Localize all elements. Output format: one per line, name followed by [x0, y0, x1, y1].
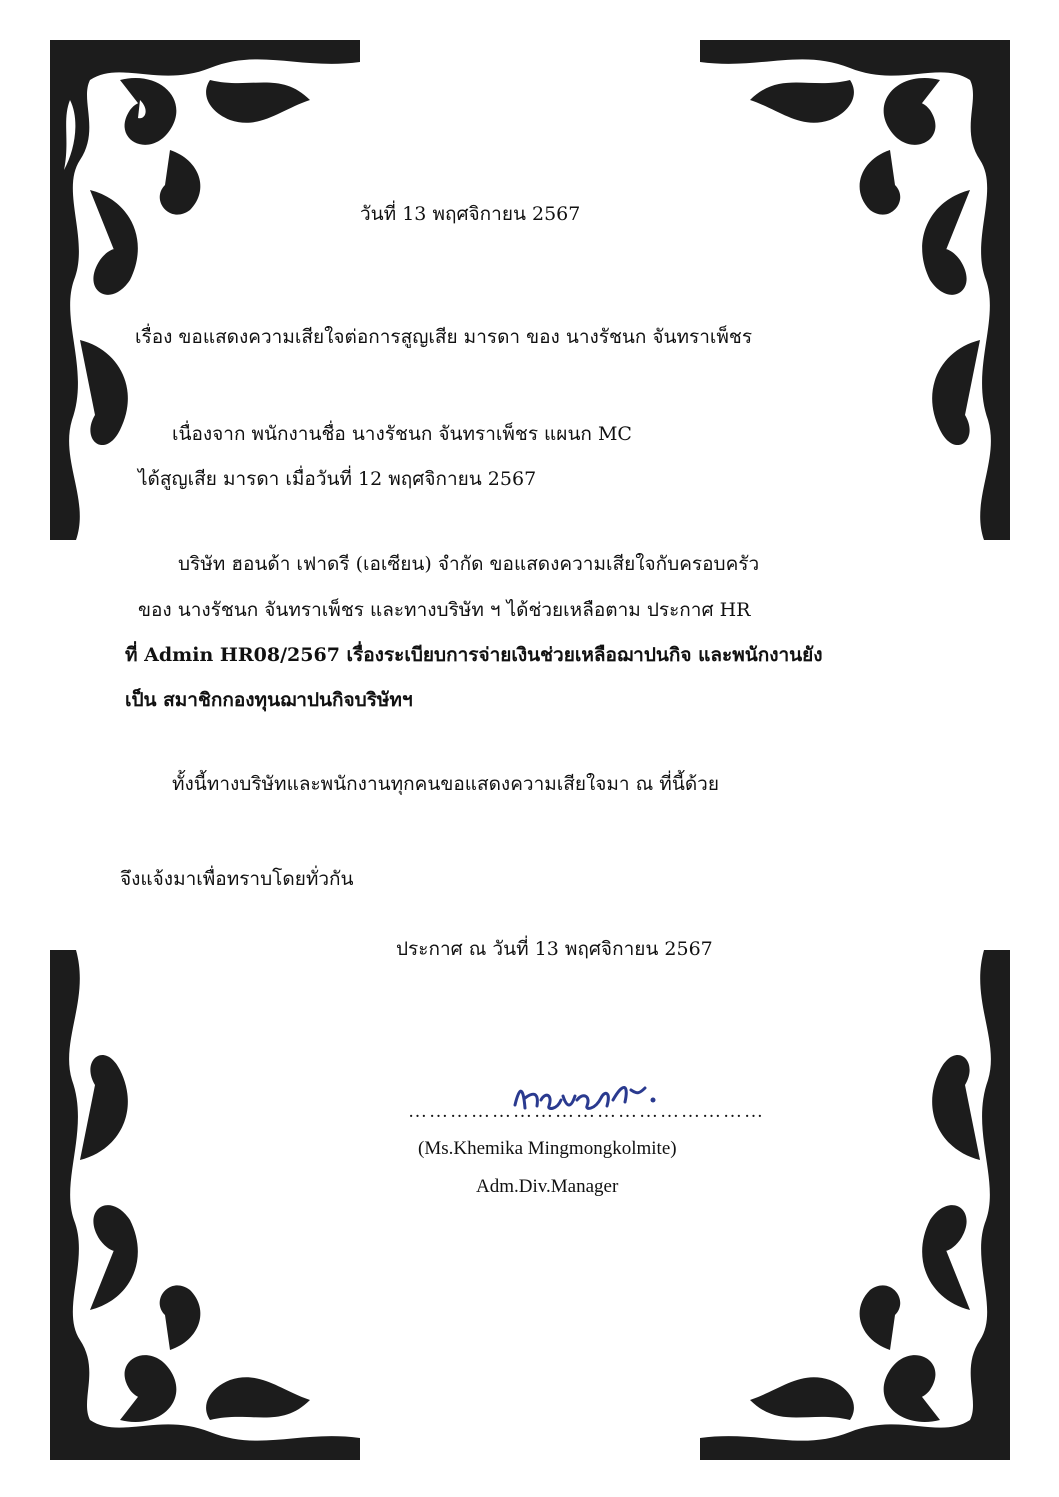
paragraph-1-line-1: เนื่องจาก พนักงานชื่อ นางรัชนก จันทราเพ็ชร แผนก MC: [172, 423, 632, 445]
paragraph-2-line-1: บริษัท ฮอนด้า เฟาดรี (เอเซียน) จำกัด ขอแสดงความเสียใจกับครอบครัว: [178, 553, 760, 575]
paragraph-2-line-3: ที่ Admin HR08/2567 เรื่องระเบียบการจ่ายเงินช่วยเหลือฌาปนกิจ และพนักงานยัง: [125, 644, 823, 666]
ornament-top-right: [700, 40, 1010, 540]
signature-dotted-line: ……………………………………………: [408, 1101, 765, 1122]
date-line: วันที่ 13 พฤศจิกายน 2567: [360, 203, 581, 225]
signer-title: Adm.Div.Manager: [476, 1176, 619, 1197]
paragraph-3: ทั้งนี้ทางบริษัทและพนักงานทุกคนขอแสดงความเสียใจมา ณ ที่นี้ด้วย: [172, 773, 719, 795]
subject-line: เรื่อง ขอแสดงความเสียใจต่อการสูญเสีย มารดา ของ นางรัชนก จันทราเพ็ชร: [135, 326, 753, 348]
paragraph-2-line-4: เป็น สมาชิกกองทุนฌาปนกิจบริษัทฯ: [125, 689, 413, 711]
signer-name: (Ms.Khemika Mingmongkolmite): [418, 1138, 677, 1159]
paragraph-1-line-2: ได้สูญเสีย มารดา เมื่อวันที่ 12 พฤศจิกายน 2567: [138, 468, 537, 490]
ornament-top-left: [50, 40, 360, 540]
paragraph-2-line-2: ของ นางรัชนก จันทราเพ็ชร และทางบริษัท ฯ ได้ช่วยเหลือตาม ประกาศ HR: [138, 599, 751, 621]
closing-line: จึงแจ้งมาเพื่อทราบโดยทั่วกัน: [120, 868, 354, 890]
ornament-bottom-left: [50, 950, 360, 1460]
ornament-bottom-right: [700, 950, 1010, 1460]
announcement-date: ประกาศ ณ วันที่ 13 พฤศจิกายน 2567: [396, 938, 713, 960]
